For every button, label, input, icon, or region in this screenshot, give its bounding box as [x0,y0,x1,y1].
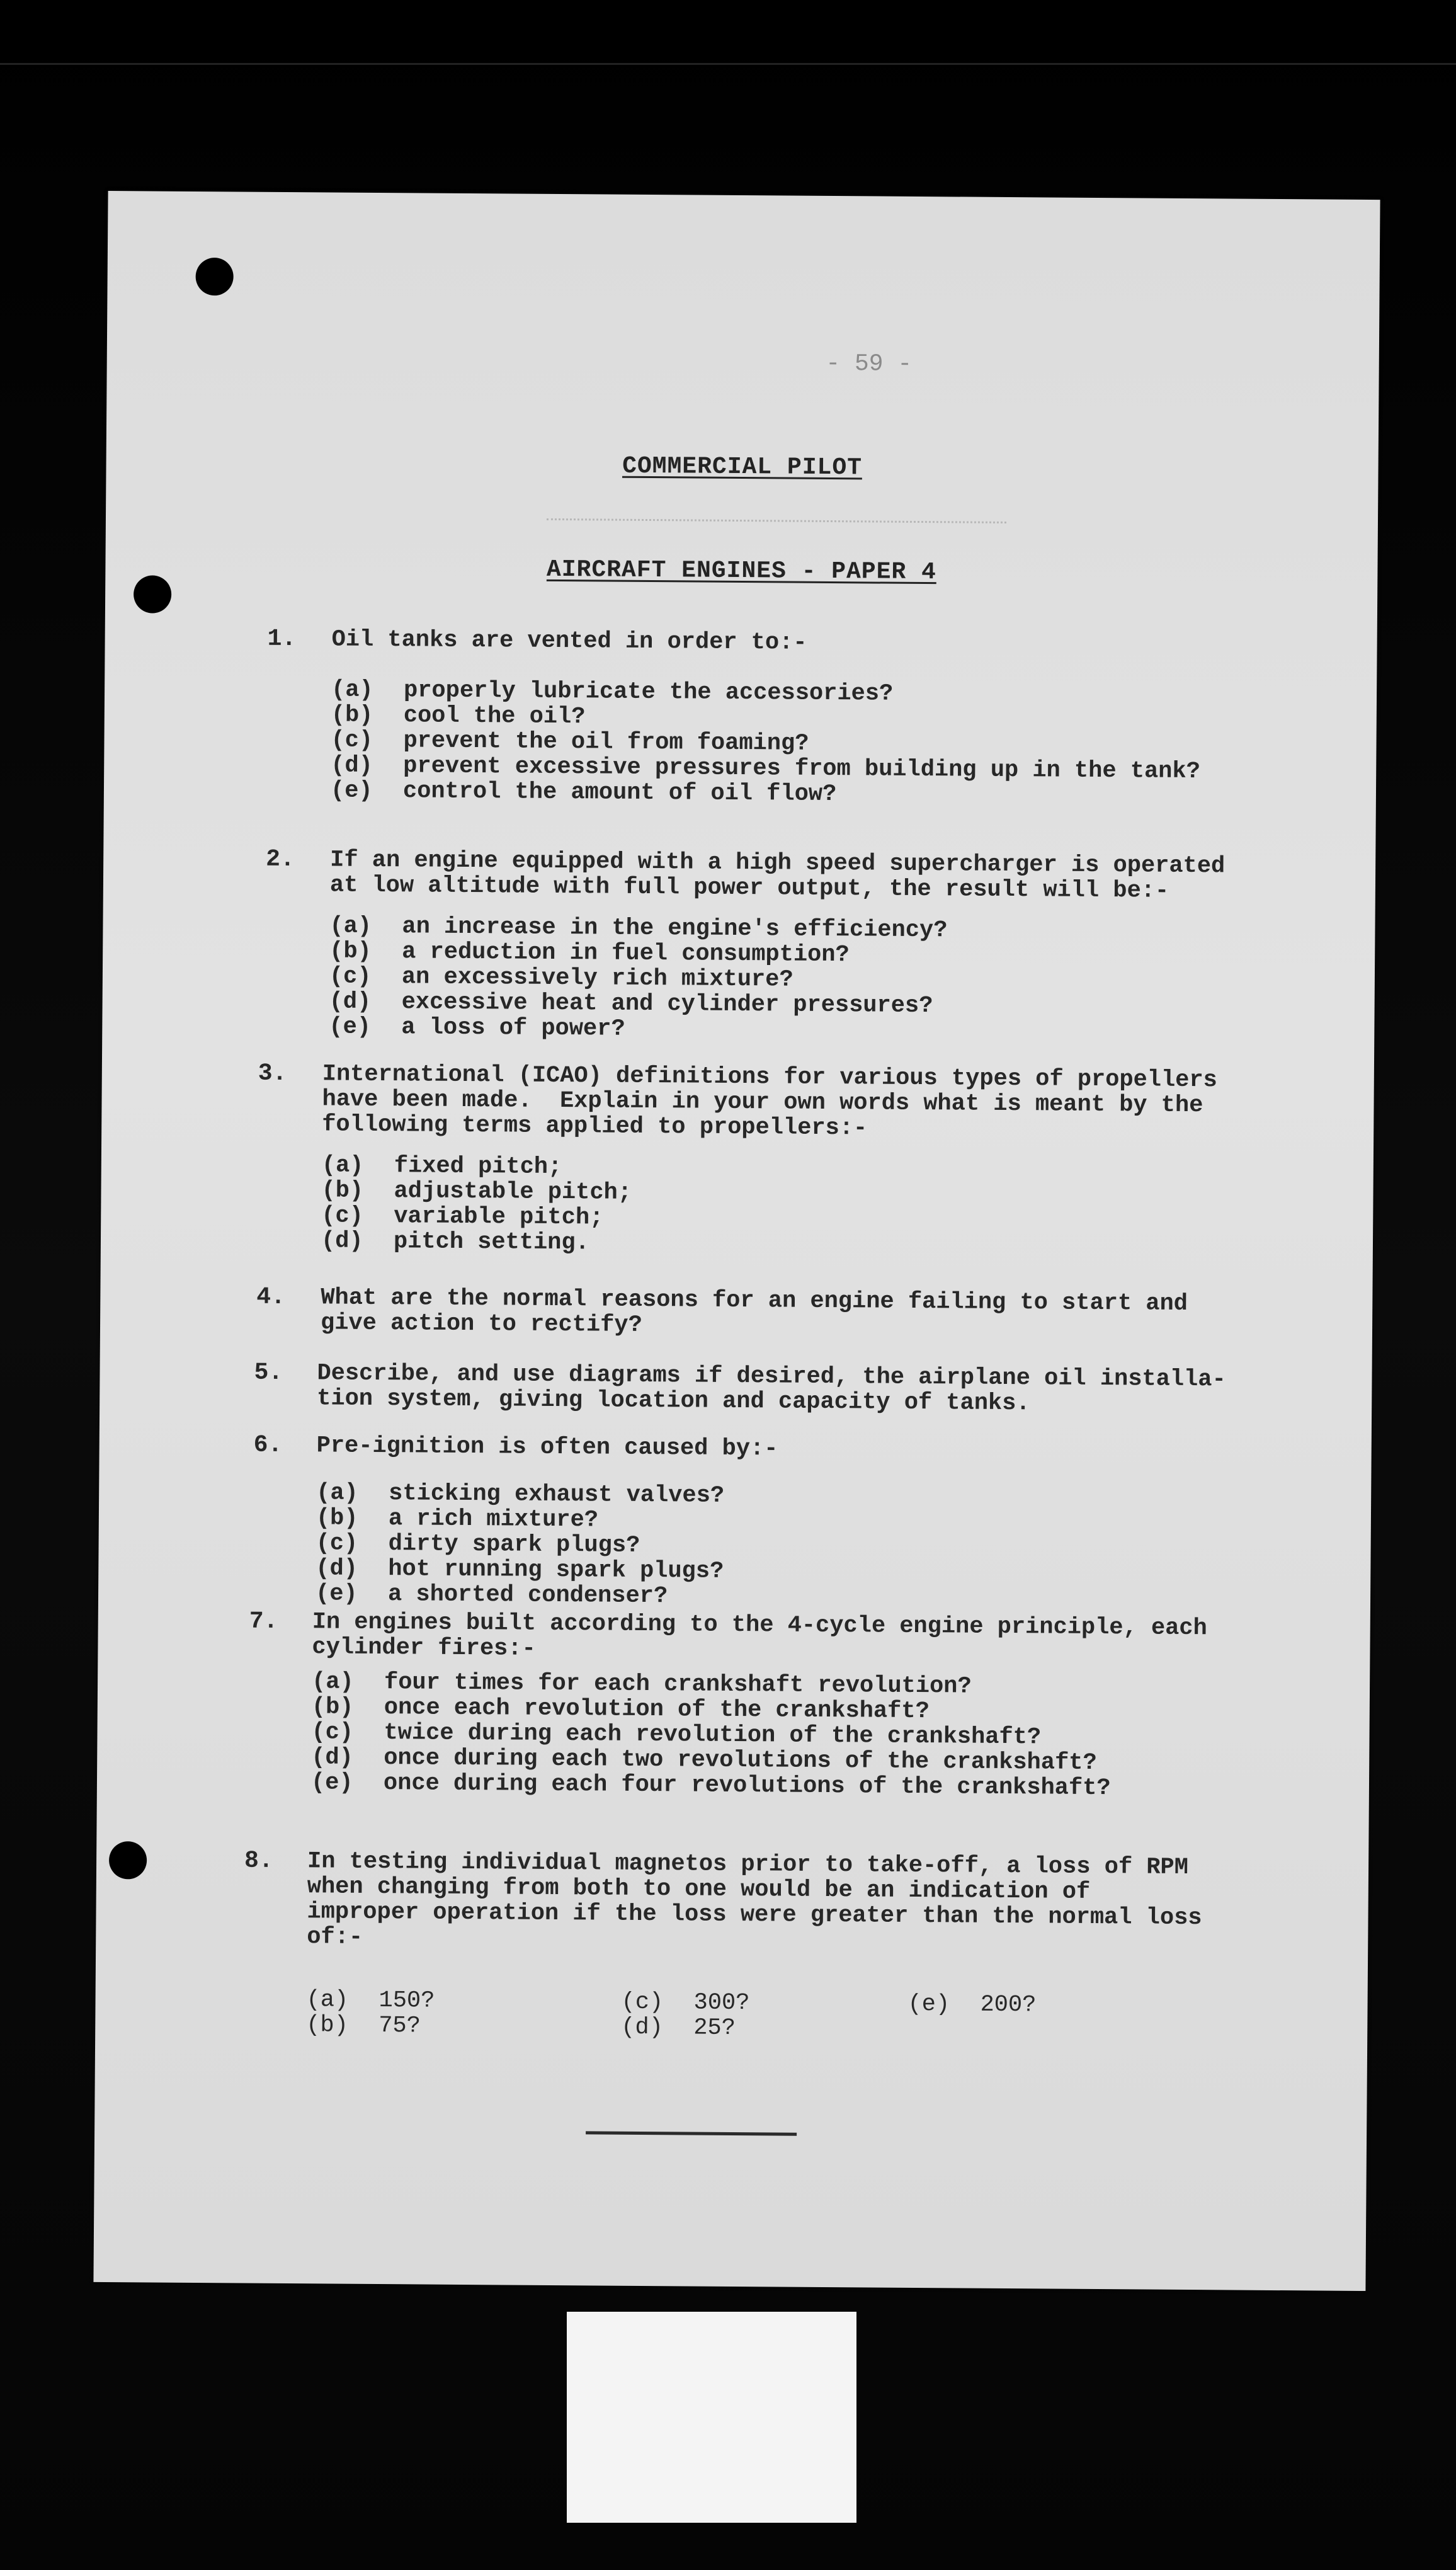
question-number: 3. [258,1059,287,1088]
option-letter: (a) [306,1987,349,2014]
film-edge-band [0,63,1456,65]
option-letter: (d) [331,752,373,779]
option-letter: (c) [311,1719,354,1746]
option-text: 200? [980,1991,1037,2019]
option-letter: (e) [310,1769,353,1796]
question-text-line: If an engine equipped with a high speed supercharger is operated [330,847,1226,880]
question-text-line: improper operation if the loss were greater than the normal loss [307,1899,1202,1932]
option-text: a loss of power? [401,1014,625,1042]
option-text: control the amount of oil flow? [402,778,837,808]
option-letter: (d) [321,1228,363,1255]
option-letter: (b) [316,1505,358,1532]
option-letter: (c) [316,1530,358,1557]
option-text: once during each four revolutions of the crankshaft? [383,1770,1111,1802]
question-number: 7. [249,1608,278,1635]
option-text: excessive heat and cylinder pressures? [401,989,933,1020]
option-letter: (c) [331,727,373,754]
question-number: 1. [267,625,297,653]
question-text-line: What are the normal reasons for an engine failing to start and [321,1284,1188,1317]
option-text: fixed pitch; [394,1153,562,1181]
question-number: 2. [266,845,295,874]
option-text: prevent excessive pressures from building up in the tank? [403,753,1200,785]
option-text: 25? [693,2014,736,2042]
option-letter: (b) [331,702,373,729]
option-letter: (a) [329,913,372,940]
option-letter: (a) [321,1152,364,1179]
option-letter: (e) [330,777,373,804]
option-text: once during each two revolutions of the crankshaft? [384,1745,1097,1777]
question-text-line: In engines built according to the 4-cycle engine principle, each [312,1609,1207,1642]
option-letter: (d) [311,1744,354,1771]
question-text-line: International (ICAO) definitions for various types of propellers [322,1061,1217,1094]
option-text: 150? [378,1987,435,2014]
option-letter: (c) [621,1989,664,2016]
question-text-line: Describe, and use diagrams if desired, the airplane oil installa- [317,1360,1226,1393]
option-text: an increase in the engine's efficiency? [402,913,948,944]
question-text-line: at low altitude with full power output, the result will be:- [329,872,1169,905]
paper-subtitle-text: AIRCRAFT ENGINES - PAPER 4 [546,556,937,586]
option-letter: (d) [316,1555,358,1582]
option-letter: (e) [329,1014,372,1041]
option-letter: (b) [321,1177,364,1204]
film-target-card [567,2312,856,2523]
option-text: twice during each revolution of the crankshaft? [384,1720,1042,1751]
question-text-line: when changing from both to one would be an indication of [307,1873,1091,1905]
option-text: prevent the oil from foaming? [403,728,809,757]
option-text: 75? [378,2013,421,2040]
option-letter: (b) [306,2012,349,2039]
option-text: a reduction in fuel consumption? [402,939,850,969]
option-letter: (b) [329,938,372,965]
question-text-line: tion system, giving location and capacity of tanks. [317,1385,1030,1417]
question-text-line: of:- [307,1924,363,1951]
option-text: variable pitch; [394,1203,604,1231]
question-text-line: Oil tanks are vented in order to:- [331,626,807,656]
option-text: pitch setting. [393,1228,589,1257]
option-letter: (e) [315,1580,358,1608]
question-text-line: In testing individual magnetos prior to take-off, a loss of RPM [307,1848,1189,1882]
question-text-line: Pre-ignition is often caused by:- [316,1432,778,1463]
question-number: 8. [244,1847,273,1875]
option-letter: (a) [316,1480,358,1507]
option-letter: (d) [329,988,372,1015]
option-letter: (d) [621,2014,664,2042]
exam-page [93,191,1380,2291]
option-letter: (a) [311,1669,354,1696]
option-letter: (c) [329,963,372,990]
option-text: an excessively rich mixture? [401,964,793,993]
option-letter: (b) [311,1694,354,1721]
question-text-line: following terms applied to propellers:- [322,1111,868,1142]
question-number: 5. [254,1359,283,1386]
question-text-line: have been made. Explain in your own words what is meant by the [322,1086,1203,1119]
option-text: dirty spark plugs? [388,1531,640,1559]
question-text-line: give action to rectify? [320,1310,642,1339]
question-number: 6. [253,1431,283,1459]
option-text: cool the oil? [403,702,586,731]
option-text: a rich mixture? [388,1505,599,1534]
question-number: 4. [256,1283,286,1311]
option-text: four times for each crankshaft revolution? [384,1669,972,1700]
option-text: hot running spark plugs? [388,1556,724,1585]
option-letter: (c) [321,1202,364,1230]
page-number: - 59 - [826,350,913,378]
option-letter: (a) [331,677,373,704]
option-text: properly lubricate the accessories? [403,677,894,707]
question-list [93,191,1380,2291]
option-text: a shorted condenser? [387,1581,668,1610]
question-text-line: cylinder fires:- [312,1634,536,1662]
option-text: adjustable pitch; [394,1178,632,1206]
option-text: once each revolution of the crankshaft? [384,1694,930,1725]
option-letter: (e) [907,1990,950,2018]
option-text: 300? [693,1989,750,2017]
option-text: sticking exhaust valves? [389,1480,725,1509]
page-title-text: COMMERCIAL PILOT [622,452,863,482]
